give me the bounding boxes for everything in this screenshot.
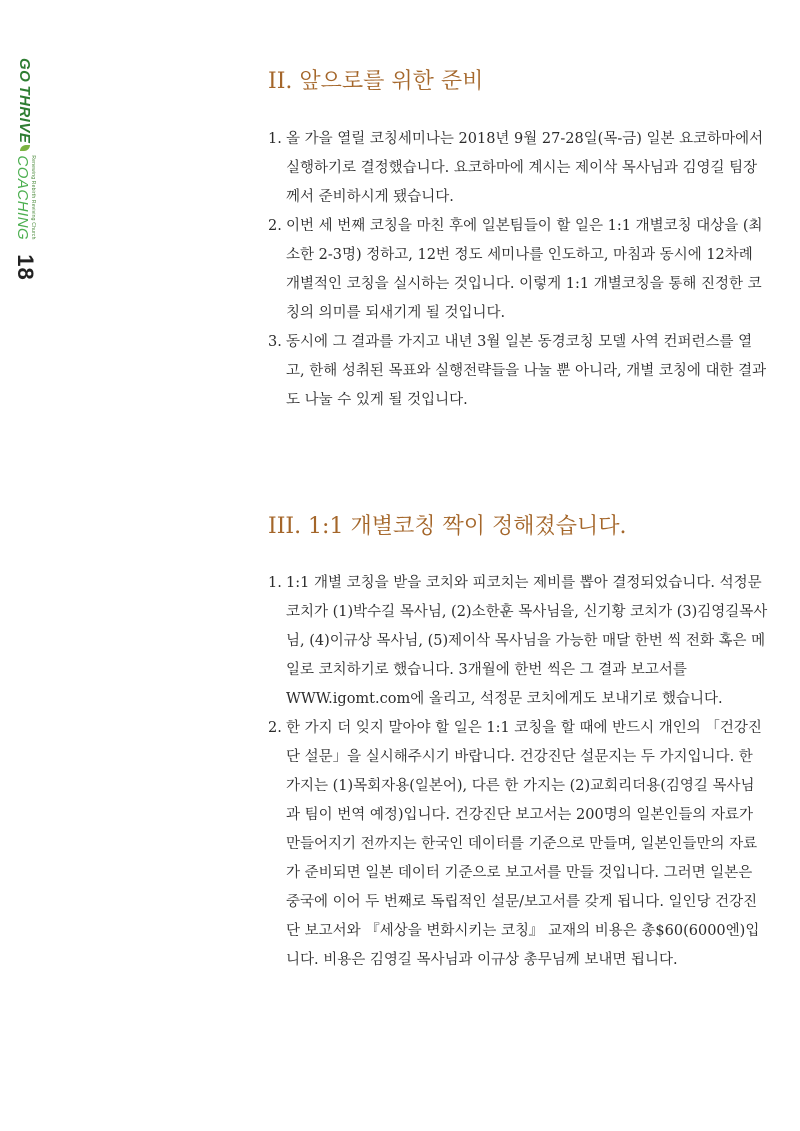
list-item xyxy=(268,212,768,328)
list-item-number: 3. xyxy=(268,333,282,350)
section-title-pairing: III. 1:1 개별코칭 짝이 정해졌습니다. xyxy=(268,513,627,539)
brand-logo xyxy=(12,58,38,281)
list-item-text: 이번 세 번째 코칭을 마친 후에 일본팀들이 할 일은 1:1 개별코칭 대상을 (최소한 2-3명) 정하고, 12번 정도 세미나를 인도하고, 마침과 동시에 12차례 개별적인 코칭을 실시하는 것입니다. 이렇게 1:1 개별코칭을 통해 진정한 코칭의 의미를 되새기게 될 것입니다. xyxy=(286,217,763,321)
preparation-list xyxy=(268,125,768,415)
list-item-number: 1. xyxy=(268,130,282,147)
list-item-text: 1:1 개별 코칭을 받을 코치와 피코치는 제비를 뽑아 결정되었습니다. 석정문 코치가 (1)박수길 목사님, (2)소한훈 목사님을, 신기황 코치가 (3)김영길목사님, (4)이규상 목사님, (5)제이삭 목사님을 가능한 매달 한번 씩 전화 혹은 메일로 코치하기로 했습니다. 3개월에 한번 씩은 그 결과 보고서를 WWW.igomt.com에 올리고, 석정문 코치에게도 보내기로 했습니다. xyxy=(286,575,768,708)
brand-sub xyxy=(15,155,35,240)
list-item xyxy=(268,714,768,975)
list-item-text: 올 가을 열릴 코칭세미나는 2018년 9월 27-28일(목-금) 일본 요코하마에서 실행하기로 결정했습니다. 요코하마에 계시는 제이삭 목사님과 김영길 팀장께서 준비하시게 됐습니다. xyxy=(286,130,764,205)
brand-go-text: GO xyxy=(16,58,34,83)
list-item-text: 동시에 그 결과를 가지고 내년 3월 일본 동경코칭 모델 사역 컨퍼런스를 열고, 한해 성취된 목표와 실행전략들을 나눌 뿐 아니라, 개별 코칭에 대한 결과도 나눌 수 있게 될 것입니다. xyxy=(286,333,767,408)
side-branding xyxy=(8,58,38,281)
main-content xyxy=(268,68,768,975)
brand-tagline: Renewing Rebirth Reviving Church xyxy=(30,155,36,240)
list-item xyxy=(268,125,768,212)
list-item-number: 2. xyxy=(268,720,282,737)
list-item-number: 1. xyxy=(268,575,282,592)
list-item xyxy=(268,569,768,714)
page-number: 18 xyxy=(13,254,38,281)
list-item-text: 한 가지 더 잊지 말아야 할 일은 1:1 코칭을 할 때에 반드시 개인의 「건강진단 설문」을 실시해주시기 바랍니다. 건강진단 설문지는 두 가지입니다. 한 가지는 (1)목회자용(일본어), 다른 한 가지는 (2)교회리더용(김영길 목사님과 팀이 번역 예정)입니다. 건강진단 보고서는 200명의 일본인들의 자료가 만들어지기 전까지는 한국인 데이터를 기준으로 만들며, 일본인들만의 자료가 준비되면 일본 데이터 기준으로 보고서를 만들 것입니다. 그러면 일본은 중국에 이어 두 번째로 독립적인 설문/보고서를 갖게 됩니다. 일인당 건강진단 보고서와 『세상을 변화시키는 코칭』 교재의 비용은 총$60(6000엔)입니다. 비용은 김영길 목사님과 이규상 총무님께 보내면 됩니다. xyxy=(286,720,762,969)
pairing-list xyxy=(268,569,768,975)
brand-coaching-text: COACHING xyxy=(14,155,31,241)
section-title-preparation: II. 앞으로를 위한 준비 xyxy=(268,69,484,94)
leaf-icon xyxy=(20,145,30,151)
list-item-number: 2. xyxy=(268,217,282,234)
list-item xyxy=(268,328,768,415)
brand-thrive-text: THRIVE xyxy=(16,85,34,144)
